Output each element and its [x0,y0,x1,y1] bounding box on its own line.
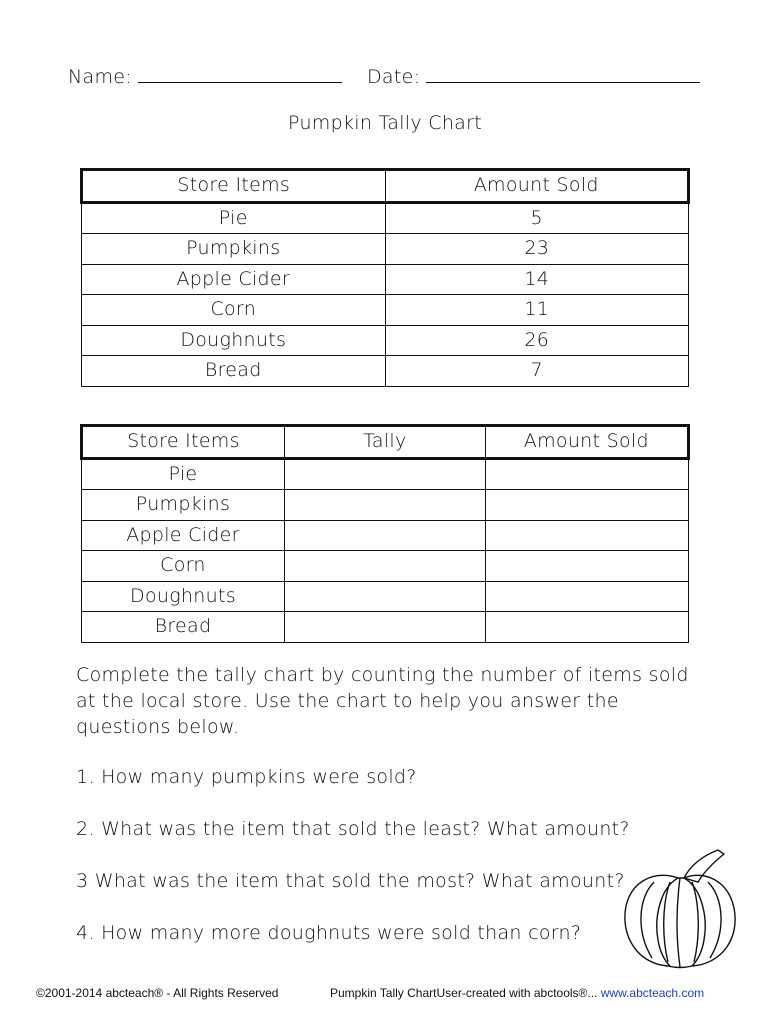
amount-cell: 11 [385,295,689,326]
amount-cell: 14 [385,264,689,295]
tally-cell[interactable] [284,551,485,582]
table-row [82,520,689,551]
tally-cell[interactable] [284,490,485,521]
item-cell: Pie [82,202,386,234]
table-row [82,202,689,234]
table-row [82,581,689,612]
header-amount-sold: Amount Sold [485,426,688,459]
item-cell: Bread [82,612,285,643]
tally-table [80,424,690,643]
amount-cell: 23 [385,234,689,265]
table-row [82,458,689,490]
instructions-text: Complete the tally chart by counting the number of items sold at the local store. Use the chart to help you answer the questions below. [76,664,689,738]
item-cell: Bread [82,356,386,387]
header-amount-sold: Amount Sold [385,170,689,203]
item-cell: Corn [82,295,386,326]
question-3: 3 What was the item that sold the most? What amount? [76,870,625,892]
table-header-row [82,426,689,459]
question-4: 4. How many more doughnuts were sold than corn? [76,922,582,944]
question-1: 1. How many pumpkins were sold? [76,766,417,788]
name-label: Name: [68,66,132,88]
table-row [82,295,689,326]
footer-copyright: ©2001-2014 abcteach® - All Rights Reserved [36,986,279,1000]
amount-cell[interactable] [485,458,688,490]
table-row [82,356,689,387]
tally-cell[interactable] [284,458,485,490]
table-row [82,234,689,265]
tally-cell[interactable] [284,581,485,612]
item-cell: Doughnuts [82,325,386,356]
footer-credit-text: Pumpkin Tally ChartUser-created with abctools®... [330,986,601,1000]
table-row [82,551,689,582]
name-blank [138,66,342,83]
pumpkin-icon [618,848,742,970]
amount-cell: 26 [385,325,689,356]
item-cell: Apple Cider [82,520,285,551]
amount-cell[interactable] [485,520,688,551]
sales-table [80,168,690,387]
amount-cell[interactable] [485,581,688,612]
item-cell: Doughnuts [82,581,285,612]
item-cell: Apple Cider [82,264,386,295]
date-label: Date: [367,66,421,88]
header-tally: Tally [284,426,485,459]
item-cell: Pie [82,458,285,490]
table-row [82,325,689,356]
table-row [82,490,689,521]
table-row [82,264,689,295]
amount-cell: 5 [385,202,689,234]
tally-cell[interactable] [284,612,485,643]
amount-cell[interactable] [485,612,688,643]
name-field [68,66,342,88]
date-field [367,66,700,88]
amount-cell: 7 [385,356,689,387]
header-store-items: Store Items [82,426,285,459]
item-cell: Pumpkins [82,490,285,521]
page-title: Pumpkin Tally Chart [288,112,482,134]
header-store-items: Store Items [82,170,386,203]
question-2: 2. What was the item that sold the least? What amount? [76,818,630,840]
amount-cell[interactable] [485,490,688,521]
item-cell: Pumpkins [82,234,386,265]
footer-credit [330,986,704,1000]
table-row [82,612,689,643]
table-header-row [82,170,689,203]
footer-link[interactable]: www.abcteach.com [600,986,705,1000]
date-blank [426,66,700,83]
amount-cell[interactable] [485,551,688,582]
tally-cell[interactable] [284,520,485,551]
item-cell: Corn [82,551,285,582]
